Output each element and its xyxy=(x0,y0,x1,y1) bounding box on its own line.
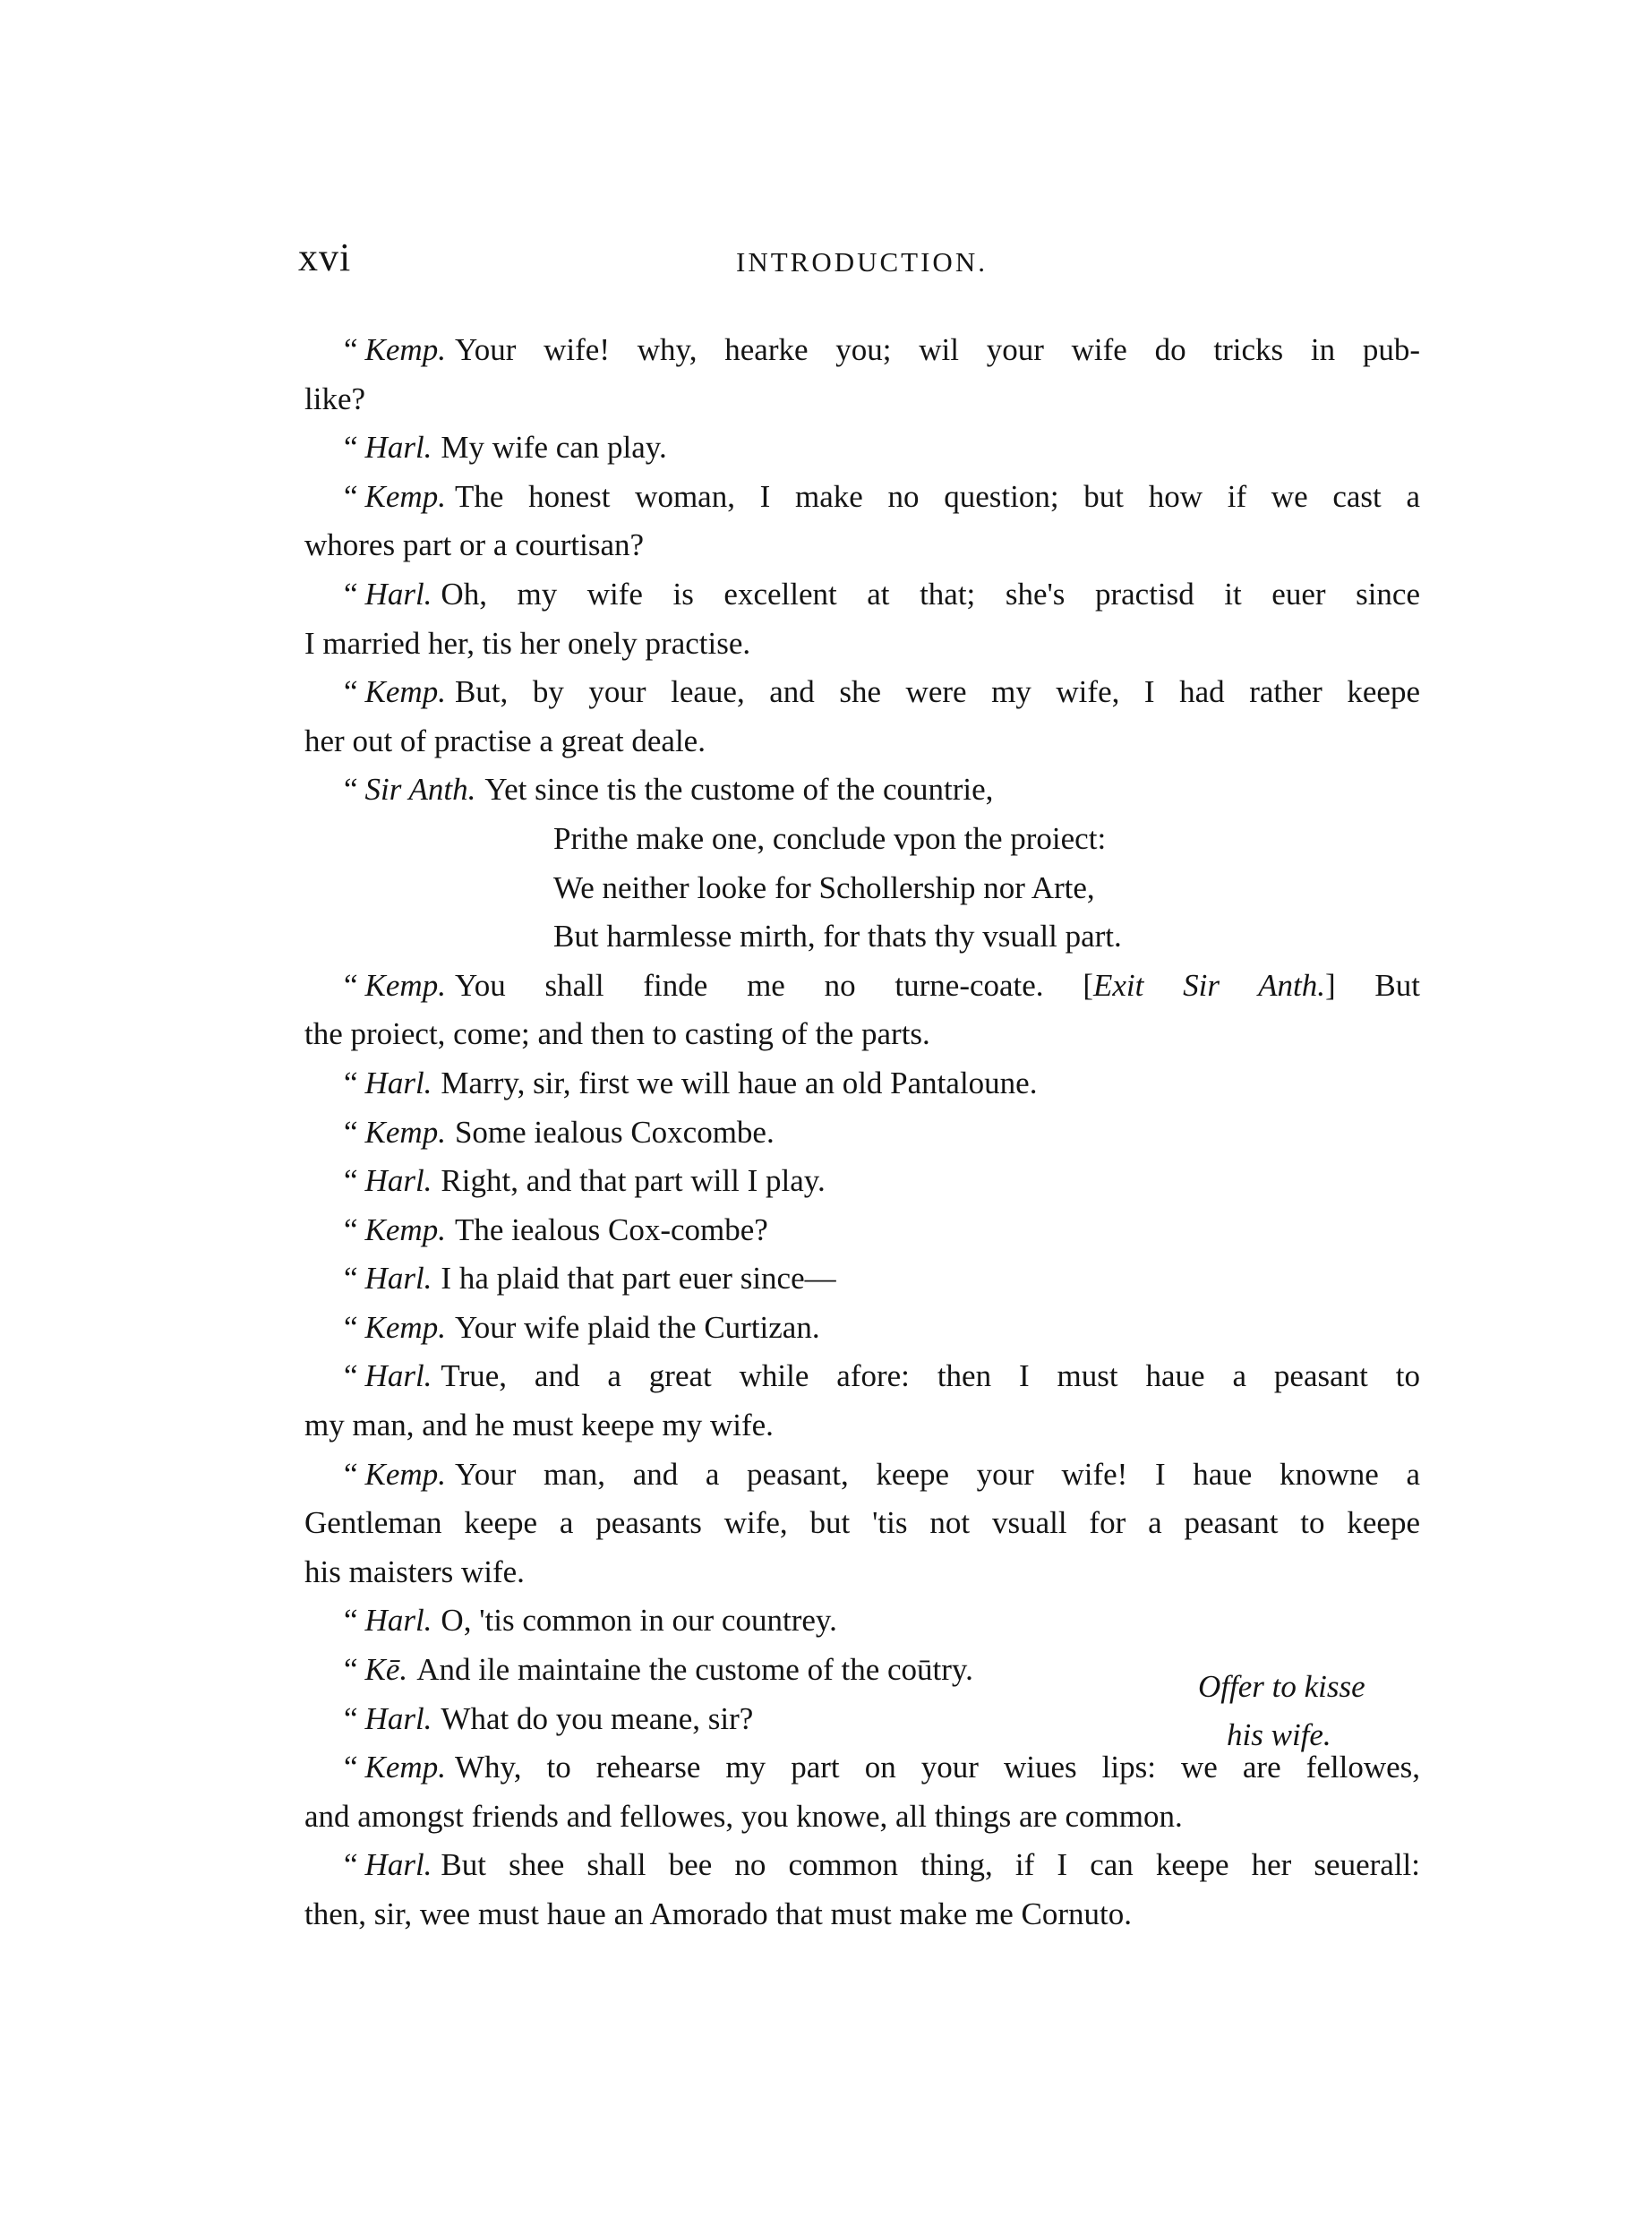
speaker-name: Kemp. xyxy=(364,1114,446,1150)
text-line xyxy=(304,1451,1420,1500)
text-line xyxy=(304,1157,1420,1206)
text-line xyxy=(304,1352,1420,1401)
quote-mark: “ xyxy=(344,967,358,1003)
speaker-name: Harl. xyxy=(364,1847,432,1883)
line-text: But, by your leaue, and she were my wife, I had rather keepe xyxy=(454,674,1420,710)
text-line xyxy=(304,1841,1420,1890)
quote-mark: “ xyxy=(344,1358,358,1394)
quote-mark: “ xyxy=(344,1211,358,1247)
line-text: then, sir, wee must haue an Amorado that must make me Cornuto. xyxy=(304,1896,1132,1931)
text-line xyxy=(304,424,1420,473)
speaker-name: Kemp. xyxy=(364,332,446,367)
quote-mark: “ xyxy=(344,332,358,367)
text-line xyxy=(304,570,1420,620)
running-title: INTRODUCTION. xyxy=(736,246,988,278)
line-text: True, and a great while afore: then I must haue a peasant to xyxy=(441,1358,1420,1394)
speaker-name: Harl. xyxy=(364,576,432,612)
quote-mark: “ xyxy=(344,1456,358,1492)
line-text: whores part or a courtisan? xyxy=(304,527,645,563)
speaker-name: Harl. xyxy=(364,1065,432,1100)
line-text: Marry, sir, first we will haue an old Pantaloune. xyxy=(441,1065,1038,1100)
text-line xyxy=(304,620,1420,669)
speaker-name: Kemp. xyxy=(364,478,446,514)
text-line xyxy=(304,1596,1420,1646)
text-line xyxy=(304,1059,1420,1108)
speaker-name: Kemp. xyxy=(364,1309,446,1345)
quote-mark: “ xyxy=(344,1309,358,1345)
text-line xyxy=(304,1206,1420,1255)
text-line xyxy=(304,1548,1420,1597)
line-text: And ile maintaine the custome of the coūtry. xyxy=(416,1652,973,1688)
text-line xyxy=(304,1304,1420,1353)
quote-mark: “ xyxy=(344,1700,358,1736)
text-line xyxy=(304,717,1420,766)
quote-mark: “ xyxy=(344,1261,358,1297)
line-text: my man, and he must keepe my wife. xyxy=(304,1408,774,1443)
line-text: like? xyxy=(304,381,366,416)
line-text: The iealous Cox-combe? xyxy=(454,1211,768,1247)
line-text: Prithe make one, conclude vpon the proiect: xyxy=(553,820,1107,856)
line-text: the proiect, come; and then to casting of the parts. xyxy=(304,1016,930,1052)
line-text: Right, and that part will I play. xyxy=(441,1163,826,1199)
text-line xyxy=(304,912,1420,962)
stage-direction-inline: Exit Sir Anth. xyxy=(1092,967,1325,1003)
speaker-name: Kemp. xyxy=(364,1211,446,1247)
quote-mark: “ xyxy=(344,1847,358,1883)
text-line xyxy=(304,1254,1420,1304)
quote-mark: “ xyxy=(344,1163,358,1199)
quote-mark: “ xyxy=(344,674,358,710)
line-text: her out of practise a great deale. xyxy=(304,723,706,758)
speaker-name: Harl. xyxy=(364,1358,432,1394)
text-line xyxy=(304,326,1420,375)
page-number: xvi xyxy=(298,235,352,279)
text-line xyxy=(304,473,1420,522)
text-line xyxy=(304,1401,1420,1451)
quote-mark: “ xyxy=(344,1603,358,1639)
line-text: Your man, and a peasant, keepe your wife! I haue knowne a xyxy=(454,1456,1420,1492)
text-line xyxy=(304,815,1420,864)
line-text: My wife can play. xyxy=(441,430,667,466)
line-text: I ha plaid that part euer since— xyxy=(441,1261,836,1297)
text-line xyxy=(304,864,1420,913)
text-line xyxy=(304,962,1420,1011)
line-text: O, 'tis common in our countrey. xyxy=(441,1603,837,1639)
stage-direction-line-1: Offer to kisse xyxy=(1198,1669,1365,1704)
speaker-name: Harl. xyxy=(364,1603,432,1639)
quote-mark: “ xyxy=(344,1114,358,1150)
text-line xyxy=(304,375,1420,424)
quote-mark: “ xyxy=(344,1652,358,1688)
text-line xyxy=(304,668,1420,717)
quote-mark: “ xyxy=(344,430,358,466)
text-line xyxy=(304,1499,1420,1548)
text-line xyxy=(304,1890,1420,1939)
quote-mark: “ xyxy=(344,576,358,612)
line-text: But shee shall bee no common thing, if I can keepe her seuerall: xyxy=(441,1847,1420,1883)
line-text: Why, to rehearse my part on your wiues lips: we are fellowes, xyxy=(454,1750,1420,1785)
speaker-name: Sir Anth. xyxy=(364,772,476,808)
speaker-name: Harl. xyxy=(364,1261,432,1297)
line-text: Gentleman keepe a peasants wife, but 'tis not vsuall for a peasant to keepe xyxy=(304,1505,1420,1541)
line-text: The honest woman, I make no question; but how if we cast a xyxy=(454,478,1420,514)
speaker-name: Kemp. xyxy=(364,1750,446,1785)
text-line xyxy=(304,1793,1420,1842)
quote-mark: “ xyxy=(344,1065,358,1100)
line-text: Oh, my wife is excellent at that; she's practisd it euer since xyxy=(441,576,1420,612)
line-text: ] But xyxy=(1324,967,1420,1003)
text-line xyxy=(304,766,1420,815)
line-text: I married her, tis her onely practise. xyxy=(304,625,751,661)
line-text: Your wife plaid the Curtizan. xyxy=(454,1309,820,1345)
speaker-name: Harl. xyxy=(364,1163,432,1199)
speaker-name: Harl. xyxy=(364,1700,432,1736)
speaker-name: Kemp. xyxy=(364,967,446,1003)
quote-mark: “ xyxy=(344,478,358,514)
speaker-name: Kemp. xyxy=(364,1456,446,1492)
text-line xyxy=(304,521,1420,570)
speaker-name: Harl. xyxy=(364,430,432,466)
line-text: We neither looke for Schollership nor Arte, xyxy=(553,869,1095,905)
line-text: and amongst friends and fellowes, you knowe, all things are common. xyxy=(304,1798,1183,1834)
line-text: his maisters wife. xyxy=(304,1554,525,1589)
line-text: Some iealous Coxcombe. xyxy=(454,1114,775,1150)
line-text: You shall finde me no turne-coate. [ xyxy=(454,967,1093,1003)
text-line xyxy=(304,1108,1420,1158)
stage-direction-line-2: his wife. xyxy=(1227,1717,1331,1752)
speaker-name: Kemp. xyxy=(364,674,446,710)
line-text: But harmlesse mirth, for thats thy vsuall part. xyxy=(553,919,1122,954)
text-line xyxy=(304,1010,1420,1059)
line-text: Yet since tis the custome of the countrie, xyxy=(484,772,994,808)
quote-mark: “ xyxy=(344,1750,358,1785)
quote-mark: “ xyxy=(344,772,358,808)
speaker-name: Kē. xyxy=(364,1652,408,1688)
line-text: Your wife! why, hearke you; wil your wife do tricks in pub- xyxy=(454,332,1420,367)
line-text: What do you meane, sir? xyxy=(441,1700,754,1736)
